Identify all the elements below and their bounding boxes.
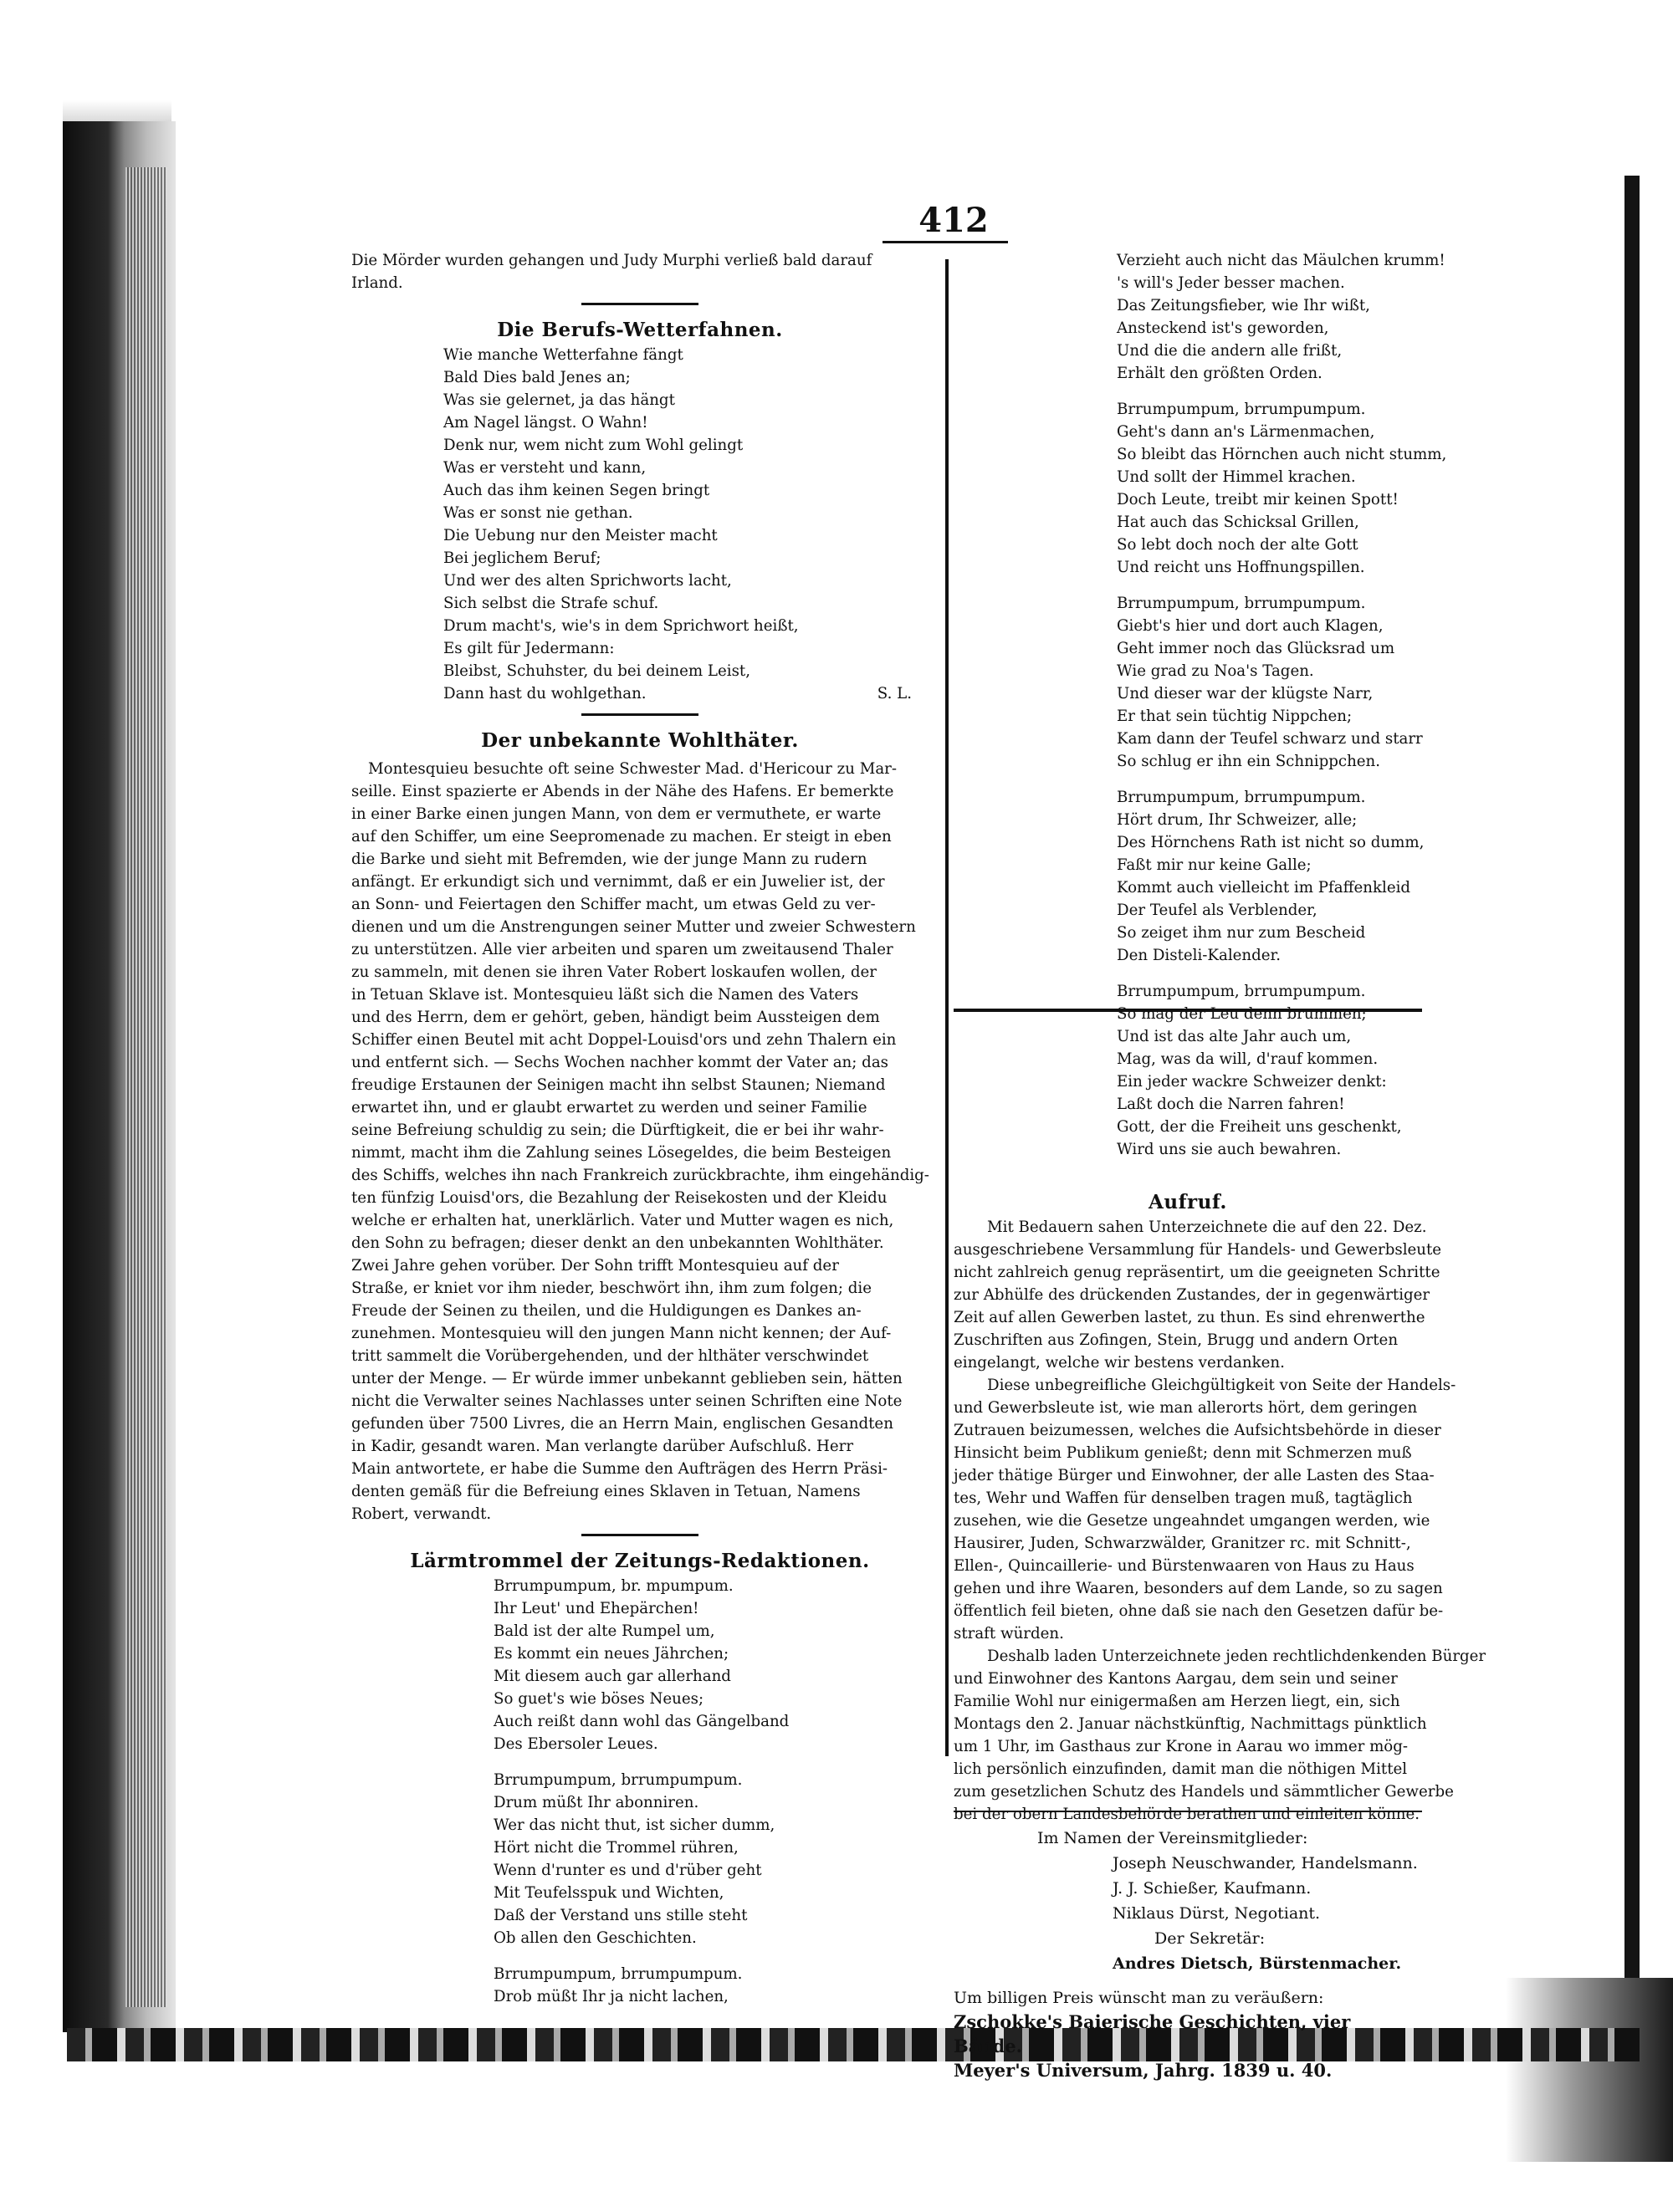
verse-line: Brrumpumpum, br. mpumpum. bbox=[494, 1577, 734, 1595]
verse-line: Giebt's hier und dort auch Klagen, bbox=[1117, 617, 1384, 635]
text-line: zu sammeln, mit denen sie ihren Vater Robert loskaufen wollen, der bbox=[351, 963, 877, 981]
verse-line: Erhält den größten Orden. bbox=[1117, 365, 1323, 382]
text-line: freudige Erstaunen der Seinigen macht ihn selbst Staunen; Niemand bbox=[351, 1076, 886, 1094]
verse-line: Er that sein tüchtig Nippchen; bbox=[1117, 708, 1353, 725]
verse-line: Daß der Verstand uns stille steht bbox=[494, 1907, 748, 1924]
text-line: Robert, verwandt. bbox=[351, 1505, 492, 1523]
text-line: Diese unbegreifliche Gleichgültigkeit von Seite der Handels- bbox=[987, 1377, 1456, 1394]
appeal-paragraph-1 bbox=[954, 1216, 1442, 1374]
text-line: Familie Wohl nur einigermaßen am Herzen liegt, ein, sich bbox=[954, 1693, 1400, 1710]
verse-line: Ansteckend ist's geworden, bbox=[1117, 319, 1329, 337]
stanza-gap bbox=[1117, 385, 1422, 398]
stanza-gap bbox=[494, 1755, 929, 1769]
section-title: Der unbekannte Wohlthäter. bbox=[481, 729, 799, 752]
verse-line: Bei jeglichem Beruf; bbox=[443, 549, 601, 567]
verse-line: Wenn d'runter es und d'rüber geht bbox=[494, 1862, 762, 1879]
text-line: nicht zahlreich genug repräsentirt, um die geeigneten Schritte bbox=[954, 1264, 1440, 1281]
verse-line: Denk nur, wem nicht zum Wohl gelingt bbox=[443, 437, 744, 454]
verse-line: Ein jeder wackre Schweizer denkt: bbox=[1117, 1073, 1387, 1091]
verse-line: Es gilt für Jedermann: bbox=[443, 640, 615, 657]
spacer bbox=[954, 1161, 1422, 1186]
verse-line: Brrumpumpum, brrumpumpum. bbox=[494, 1771, 743, 1789]
signature-intro: Im Namen der Vereinsmitglieder: bbox=[1037, 1829, 1308, 1847]
text-line: denten gemäß für die Befreiung eines Sklaven in Tetuan, Namens bbox=[351, 1483, 861, 1500]
verse-line: Mit diesem auch gar allerhand bbox=[494, 1668, 731, 1685]
text-line: Montesquieu besuchte oft seine Schwester Mad. d'Hericour zu Mar- bbox=[368, 760, 897, 778]
text-line: zum gesetzlichen Schutz des Handels und sämmtlicher Gewerbe bbox=[954, 1783, 1454, 1801]
left-column bbox=[351, 249, 929, 2008]
verse-line: Am Nagel längst. O Wahn! bbox=[443, 414, 648, 432]
section-title: Aufruf. bbox=[1149, 1191, 1227, 1213]
stanza-gap bbox=[1117, 579, 1422, 592]
text-line: tes, Wehr und Waffen für denselben tragen muß, tagtäglich bbox=[954, 1489, 1413, 1507]
text-line: die Barke und sieht mit Befremden, wie der junge Mann zu rudern bbox=[351, 851, 867, 868]
text-line: Hausirer, Juden, Schwarzwälder, Granitzer rc. mit Schnitt-, bbox=[954, 1535, 1411, 1552]
stanza-gap bbox=[1117, 773, 1422, 786]
verse-line: Faßt mir nur keine Galle; bbox=[1117, 856, 1312, 874]
stanza-gap bbox=[494, 1949, 929, 1963]
text-line: unter der Menge. — Er würde immer unbekannt geblieben sein, hätten bbox=[351, 1370, 903, 1387]
intro-text bbox=[351, 249, 929, 294]
section-rule bbox=[581, 303, 698, 305]
verse-line: 's will's Jeder besser machen. bbox=[1117, 274, 1345, 292]
text-line: zu unterstützen. Alle vier arbeiten und sparen um zweitausend Thaler bbox=[351, 941, 893, 958]
text-line: ausgeschriebene Versammlung für Handels- und Gewerbsleute bbox=[954, 1241, 1442, 1259]
text-line: und Einwohner des Kantons Aargau, dem sein und seiner bbox=[954, 1670, 1398, 1688]
verse-line: Des Ebersoler Leues. bbox=[494, 1735, 658, 1753]
poem bbox=[443, 344, 929, 705]
signer: Niklaus Dürst, Negotiant. bbox=[1113, 1904, 1321, 1923]
verse-line: Sich selbst die Strafe schuf. bbox=[443, 595, 659, 612]
verse-line: Auch reißt dann wohl das Gängelband bbox=[494, 1713, 790, 1730]
section-rule bbox=[581, 1534, 698, 1536]
right-page-edge bbox=[1624, 176, 1640, 1999]
advert-item: Zschokke's Baierische Geschichten, vier Bände. bbox=[954, 2011, 1351, 2056]
verse-line: Und die die andern alle frißt, bbox=[1117, 342, 1343, 360]
verse-line: Des Hörnchens Rath ist nicht so dumm, bbox=[1117, 834, 1425, 851]
text-line: straft würden. bbox=[954, 1625, 1064, 1642]
text-line: auf den Schiffer, um eine Seepromenade zu machen. Er steigt in eben bbox=[351, 828, 892, 845]
verse-line: Geht's dann an's Lärmenmachen, bbox=[1117, 423, 1375, 441]
text-line: erwartet ihn, und er glaubt erwartet zu werden und seiner Familie bbox=[351, 1099, 867, 1116]
verse-line: Wie manche Wetterfahne fängt bbox=[443, 346, 683, 364]
column-divider bbox=[945, 259, 949, 1756]
text-line: nimmt, macht ihm die Zahlung seines Lösegeldes, die beim Besteigen bbox=[351, 1144, 892, 1162]
verse-line: Auch das ihm keinen Segen bringt bbox=[443, 482, 710, 499]
text-line: öffentlich feil bieten, ohne daß sie nach den Gesetzen dafür be- bbox=[954, 1602, 1444, 1620]
author-signature: S. L. bbox=[877, 685, 912, 702]
verse-line: Mag, was da will, d'rauf kommen. bbox=[1117, 1050, 1379, 1068]
text-line: Zuschriften aus Zofingen, Stein, Brugg und andern Orten bbox=[954, 1331, 1399, 1349]
verse-line: Und sollt der Himmel krachen. bbox=[1117, 468, 1356, 486]
text-line: Hinsicht beim Publikum genießt; denn mit Schmerzen muß bbox=[954, 1444, 1412, 1462]
text-line: nicht die Verwalter seines Nachlasses unter seinen Schriften eine Note bbox=[351, 1392, 903, 1410]
text-line: Freude der Seinen zu theilen, und die Huldigungen es Dankes an- bbox=[351, 1302, 862, 1320]
page-stack-edge bbox=[125, 167, 167, 2007]
verse-line: So bleibt das Hörnchen auch nicht stumm, bbox=[1117, 446, 1447, 463]
verse-line: Wird uns sie auch bewahren. bbox=[1117, 1141, 1342, 1158]
verse-line: Drum müßt Ihr abonniren. bbox=[494, 1794, 699, 1811]
verse-line: Das Zeitungsfieber, wie Ihr wißt, bbox=[1117, 297, 1370, 314]
verse-line: Was er versteht und kann, bbox=[443, 459, 647, 477]
verse-line: Brrumpumpum, brrumpumpum. bbox=[1117, 789, 1366, 806]
verse-line: Hört drum, Ihr Schweizer, alle; bbox=[1117, 811, 1358, 829]
text-line: lich persönlich einzufinden, damit man die nöthigen Mittel bbox=[954, 1760, 1408, 1778]
text-line: Zwei Jahre gehen vorüber. Der Sohn trifft Montesquieu auf der bbox=[351, 1257, 839, 1275]
stanza-gap bbox=[1117, 967, 1422, 980]
verse-line: Geht immer noch das Glücksrad um bbox=[1117, 640, 1395, 657]
verse-line: Und wer des alten Sprichworts lacht, bbox=[443, 572, 732, 590]
text-line: den Sohn zu befragen; dieser denkt an den unbekannten Wohlthäter. bbox=[351, 1234, 884, 1252]
verse-line: Hört nicht die Trommel rühren, bbox=[494, 1839, 739, 1857]
text-line: an Sonn- und Feiertagen den Schiffer macht, um etwas Geld zu ver- bbox=[351, 896, 876, 913]
signer: J. J. Schießer, Kaufmann. bbox=[1113, 1879, 1312, 1898]
text-line: und des Herrn, dem er gehört, geben, händigt beim Aussteigen dem bbox=[351, 1009, 880, 1026]
text-line: und Gewerbsleute ist, wie man allerorts hört, dem geringen bbox=[954, 1399, 1418, 1417]
verse-line: So guet's wie böses Neues; bbox=[494, 1690, 704, 1708]
verse-line: So zeiget ihm nur zum Bescheid bbox=[1117, 924, 1366, 942]
appeal-paragraph-3 bbox=[954, 1645, 1486, 1826]
verse-line: Hat auch das Schicksal Grillen, bbox=[1117, 513, 1359, 531]
verse-line: Wie grad zu Noa's Tagen. bbox=[1117, 662, 1314, 680]
verse-line: Verzieht auch nicht das Mäulchen krumm! bbox=[1117, 252, 1445, 269]
verse-line: Und dieser war der klügste Narr, bbox=[1117, 685, 1374, 702]
appeal-paragraph-2 bbox=[954, 1374, 1456, 1645]
text-line: Ellen-, Quincaillerie- und Bürstenwaaren von Haus zu Haus bbox=[954, 1557, 1415, 1575]
verse-line: Doch Leute, treibt mir keinen Spott! bbox=[1117, 491, 1399, 508]
verse-text: Dann hast du wohlgethan. bbox=[443, 685, 647, 702]
text-line: Die Mörder wurden gehangen und Judy Murphi verließ bald darauf bbox=[351, 252, 872, 269]
verse-line: So lebt doch noch der alte Gott bbox=[1117, 536, 1358, 554]
verse-line: Brrumpumpum, brrumpumpum. bbox=[494, 1965, 743, 1983]
text-line: zunehmen. Montesquieu will den jungen Mann nicht kennen; der Auf- bbox=[351, 1325, 892, 1342]
section-title: Die Berufs-Wetterfahnen. bbox=[497, 319, 783, 341]
section-rule bbox=[581, 713, 698, 716]
scan-shadow-corner bbox=[1506, 1978, 1673, 2162]
text-line: Montags den 2. Januar nächstkünftig, Nachmittags pünktlich bbox=[954, 1715, 1427, 1733]
verse-line: Ob allen den Geschichten. bbox=[494, 1929, 697, 1947]
verse-line: Bleibst, Schuhster, du bei deinem Leist, bbox=[443, 662, 751, 680]
text-line: seille. Einst spazierte er Abends in der Nähe des Hafens. Er bemerkte bbox=[351, 783, 894, 800]
text-line: des Schiffs, welches ihn nach Frankreich zurückbrachte, ihm eingehändig- bbox=[351, 1167, 929, 1184]
verse-line: Es kommt ein neues Jährchen; bbox=[494, 1645, 729, 1663]
text-line: und entfernt sich. — Sechs Wochen nachher kommt der Vater an; das bbox=[351, 1054, 888, 1071]
verse-line: Brrumpumpum, brrumpumpum. bbox=[1117, 983, 1366, 1000]
verse-line: So schlug er ihn ein Schnippchen. bbox=[1117, 753, 1381, 770]
advert-title: Um billigen Preis wünscht man zu veräußern: bbox=[954, 1989, 1324, 2007]
verse-line-last bbox=[443, 682, 929, 705]
text-line: Mit Bedauern sahen Unterzeichnete die auf den 22. Dez. bbox=[987, 1218, 1427, 1236]
poem-continued bbox=[1117, 249, 1447, 1161]
text-line: ten fünfzig Louisd'ors, die Bezahlung der Reisekosten und der Kleidu bbox=[351, 1189, 888, 1207]
verse-line: Den Disteli-Kalender. bbox=[1117, 947, 1282, 964]
right-column bbox=[954, 249, 1486, 2082]
text-line: gehen und ihre Waaren, besonders auf dem Lande, so zu sagen bbox=[954, 1580, 1443, 1597]
advert-item: Meyer's Universum, Jahrg. 1839 u. 40. bbox=[954, 2060, 1333, 2081]
secretary-name: Andres Dietsch, Bürstenmacher. bbox=[1113, 1954, 1402, 1973]
text-line: Irland. bbox=[351, 274, 403, 292]
verse-line: Wer das nicht thut, ist sicher dumm, bbox=[494, 1816, 775, 1834]
verse-line: Bald Dies bald Jenes an; bbox=[443, 369, 631, 386]
text-line: tritt sammelt die Vorübergehenden, und der hlthäter verschwindet bbox=[351, 1347, 869, 1365]
text-line: zusehen, wie die Gesetze ungeahndet umgangen werden, wie bbox=[954, 1512, 1430, 1530]
section-title: Lärmtrommel der Zeitungs-Redaktionen. bbox=[410, 1550, 870, 1572]
text-line: bei der obern Landesbehörde berathen und einleiten könne. bbox=[954, 1806, 1420, 1823]
verse-line: Drum macht's, wie's in dem Sprichwort heißt, bbox=[443, 617, 799, 635]
text-line: eingelangt, welche wir bestens verdanken. bbox=[954, 1354, 1285, 1372]
text-line: Schiffer einen Beutel mit acht Doppel-Louisd'ors und zehn Thalern ein bbox=[351, 1031, 897, 1049]
text-line: gefunden über 7500 Livres, die an Herrn Main, englischen Gesandten bbox=[351, 1415, 893, 1433]
text-line: anfängt. Er erkundigt sich und vernimmt, daß er ein Juwelier ist, der bbox=[351, 873, 885, 891]
text-line: Main antwortete, er habe die Summe den Aufträgen des Herrn Präsi- bbox=[351, 1460, 888, 1478]
text-line: Straße, er kniet vor ihm nieder, beschwört ihn, ihm zum folgen; die bbox=[351, 1280, 872, 1297]
text-line: dienen und um die Anstrengungen seiner Mutter und zweier Schwestern bbox=[351, 918, 916, 936]
verse-line: Kommt auch vielleicht im Pfaffenkleid bbox=[1117, 879, 1411, 897]
verse-line: Laßt doch die Narren fahren! bbox=[1117, 1096, 1345, 1113]
verse-line: Die Uebung nur den Meister macht bbox=[443, 527, 718, 544]
verse-line: Gott, der die Freiheit uns geschenkt, bbox=[1117, 1118, 1402, 1136]
verse-line: Mit Teufelsspuk und Wichten, bbox=[494, 1884, 724, 1902]
verse-line: Bald ist der alte Rumpel um, bbox=[494, 1622, 715, 1640]
text-line: jeder thätige Bürger und Einwohner, der alle Lasten des Staa- bbox=[954, 1467, 1435, 1484]
poem bbox=[494, 1575, 929, 2008]
verse-line: Brrumpumpum, brrumpumpum. bbox=[1117, 401, 1366, 418]
text-line: seine Befreiung schuldig zu sein; die Dürftigkeit, die er bei ihr wahr- bbox=[351, 1121, 884, 1139]
text-line: Deshalb laden Unterzeichnete jeden rechtlichdenkenden Bürger bbox=[987, 1648, 1486, 1665]
verse-line: Kam dann der Teufel schwarz und starr bbox=[1117, 730, 1423, 748]
page-number: 412 bbox=[918, 201, 989, 240]
secretary-label: Der Sekretär: bbox=[1154, 1929, 1266, 1948]
verse-line: Was er sonst nie gethan. bbox=[443, 504, 633, 522]
text-line: in Tetuan Sklave ist. Montesquieu läßt sich die Namen des Vaters bbox=[351, 986, 859, 1004]
verse-line: Der Teufel als Verblender, bbox=[1117, 902, 1317, 919]
anecdote-text bbox=[351, 758, 929, 1525]
text-line: zur Abhülfe des drückenden Zustandes, der in gegenwärtiger bbox=[954, 1286, 1430, 1304]
verse-line: Ihr Leut' und Ehepärchen! bbox=[494, 1600, 699, 1617]
spacer bbox=[954, 1976, 1422, 1986]
verse-line: Brrumpumpum, brrumpumpum. bbox=[1117, 595, 1366, 612]
text-line: welche er erhalten hat, unerklärlich. Vater und Mutter wagen es nich, bbox=[351, 1212, 894, 1229]
verse-line: Was sie gelernet, ja das hängt bbox=[443, 391, 675, 409]
text-line: in einer Barke einen jungen Mann, von dem er vermuthete, er warte bbox=[351, 805, 882, 823]
text-line: in Kadir, gesandt waren. Man verlangte darüber Aufschluß. Herr bbox=[351, 1438, 854, 1455]
signer: Joseph Neuschwander, Handelsmann. bbox=[1113, 1854, 1418, 1872]
verse-line: So mag der Leu denn brummen; bbox=[1117, 1005, 1367, 1023]
verse-line: Und ist das alte Jahr auch um, bbox=[1117, 1028, 1352, 1045]
page-number-rule bbox=[883, 241, 1008, 243]
text-line: um 1 Uhr, im Gasthaus zur Krone in Aarau wo immer mög- bbox=[954, 1738, 1409, 1755]
verse-line: Und reicht uns Hoffnungspillen. bbox=[1117, 559, 1365, 576]
verse-line: Drob müßt Ihr ja nicht lachen, bbox=[494, 1988, 729, 2005]
text-line: Zutrauen beizumessen, welches die Aufsichtsbehörde in dieser bbox=[954, 1422, 1441, 1439]
text-line: Zeit auf allen Gewerben lastet, zu thun. Es sind ehrenwerthe bbox=[954, 1309, 1425, 1326]
